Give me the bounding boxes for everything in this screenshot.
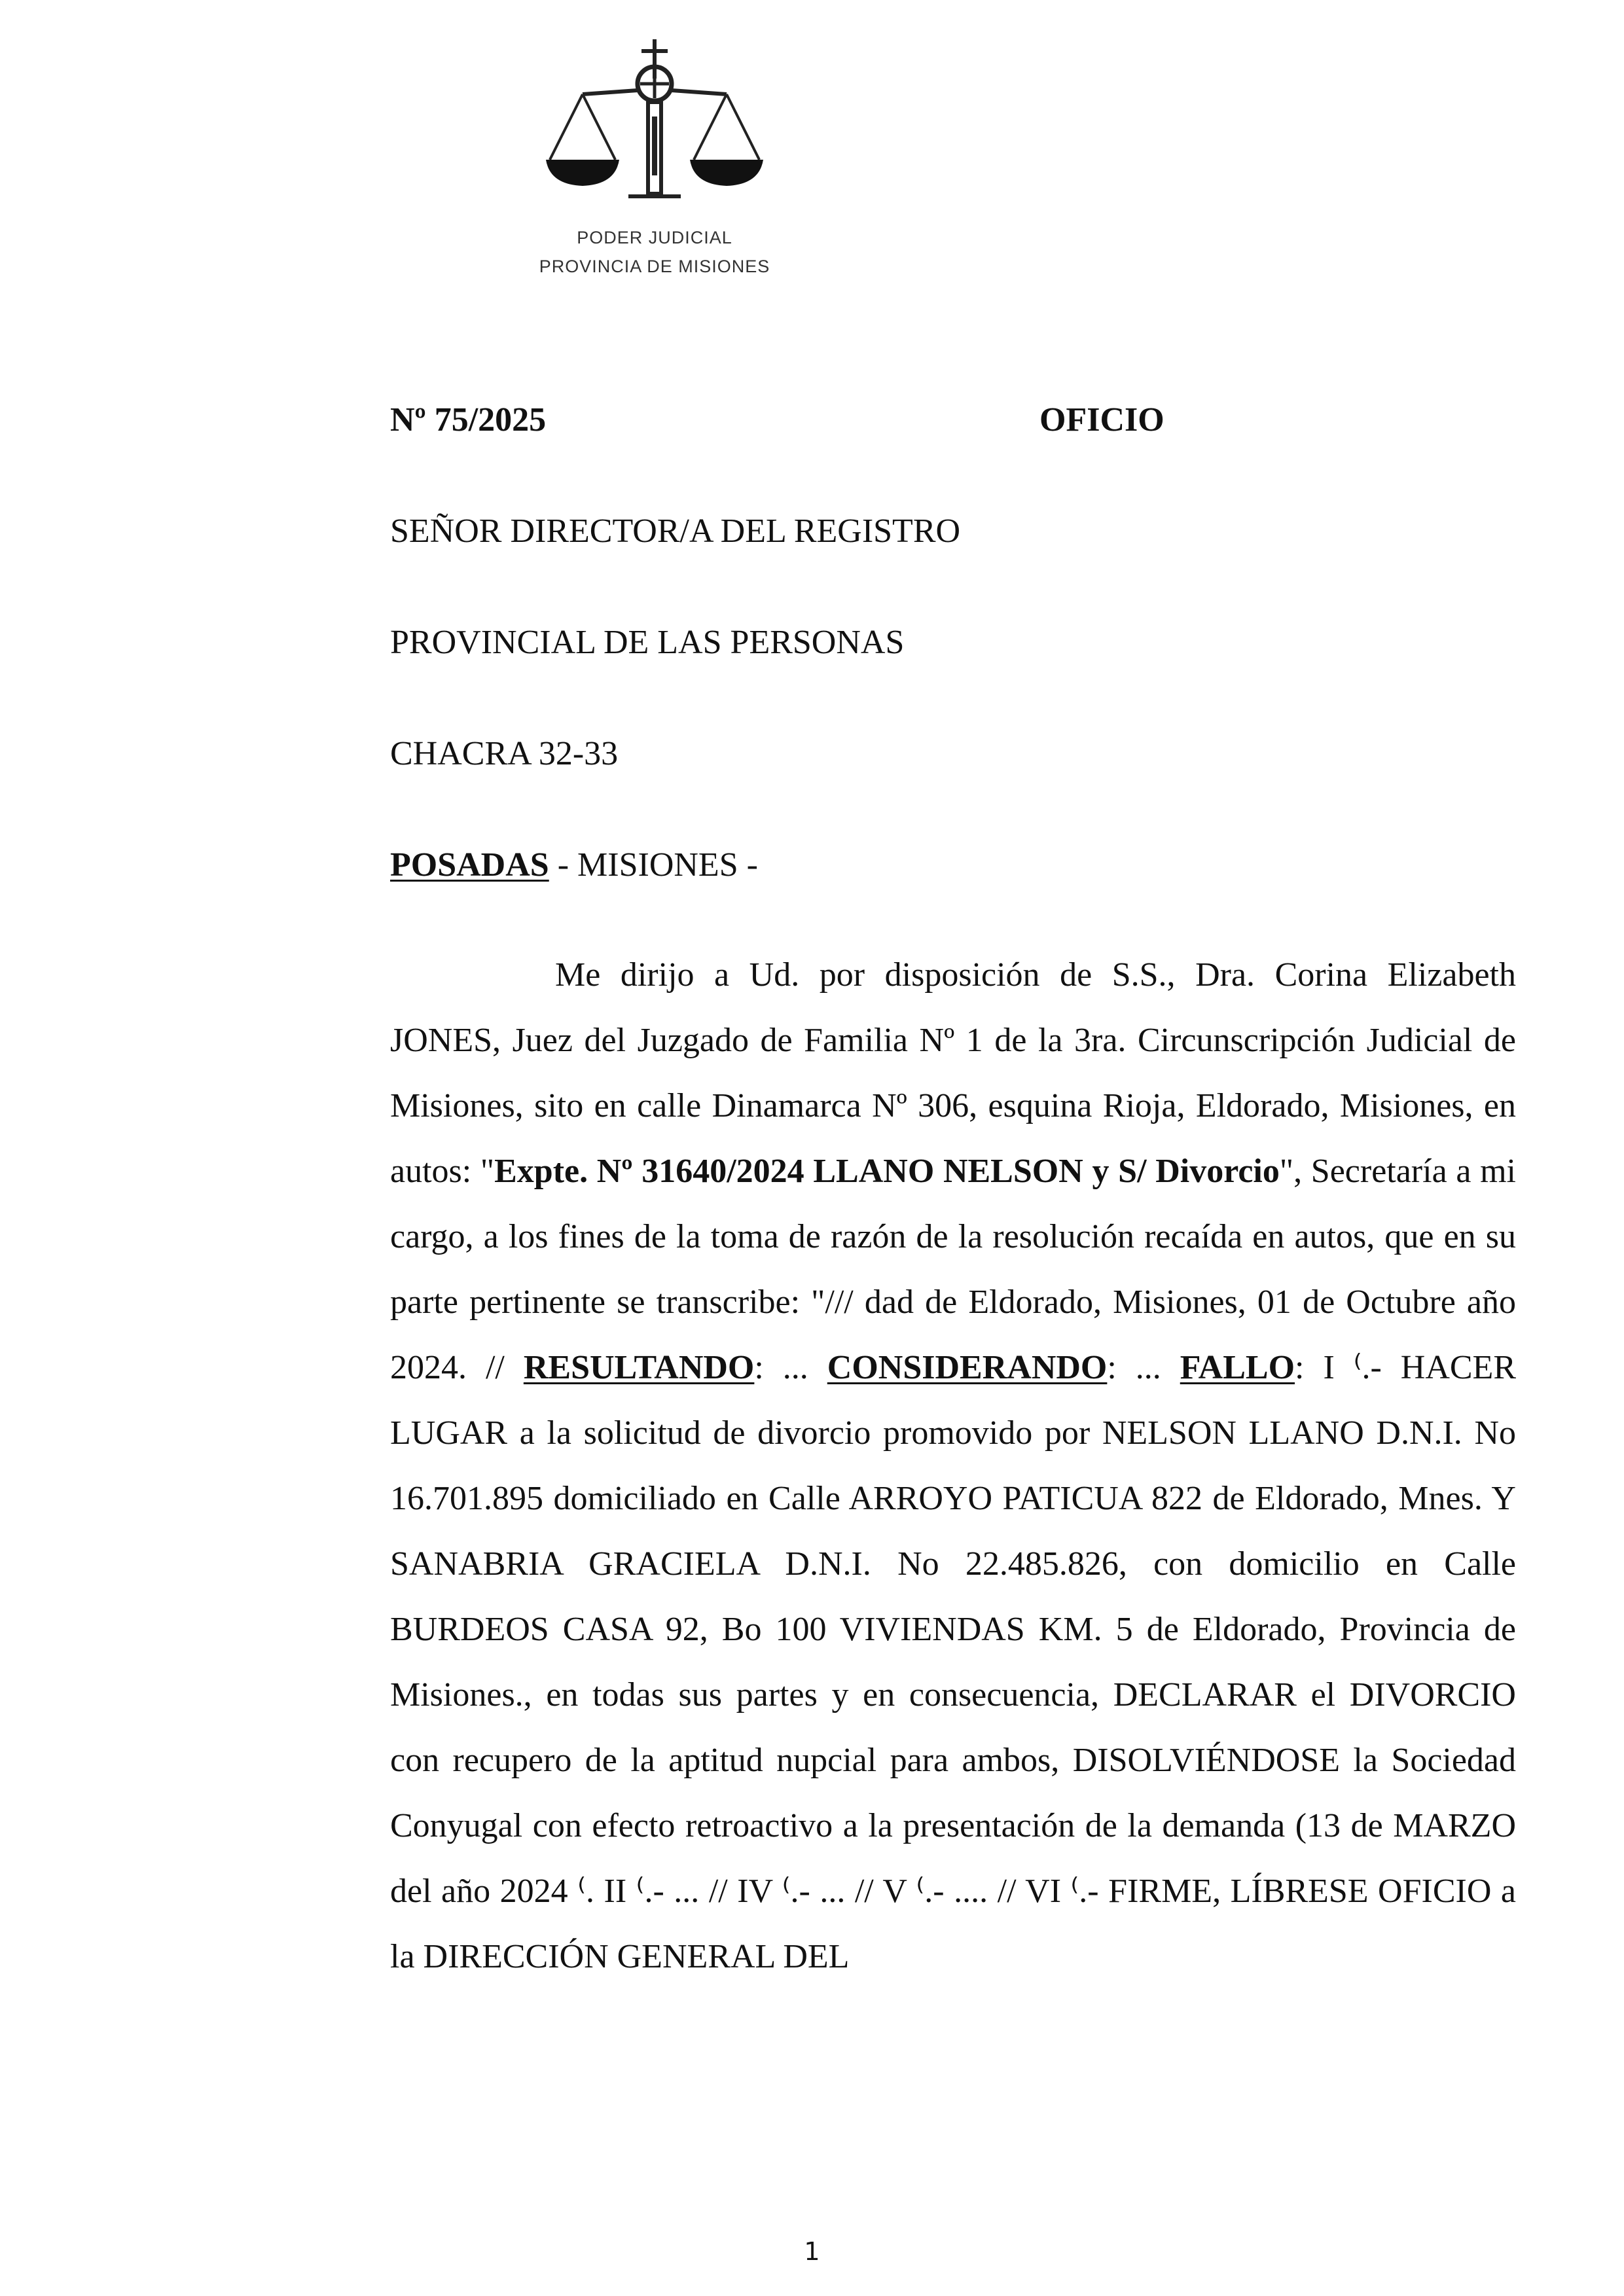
case-reference: Expte. Nº 31640/2024 LLANO NELSON y S/ Divorcio bbox=[494, 1153, 1280, 1190]
emblem-line-1: PODER JUDICIAL bbox=[577, 228, 732, 247]
body-transcription-intro: ", Secretaría a mi cargo, a los fines de la toma de razón de la resolución recaída en autos, que en su parte pertinente se transcribe: "/// dad de Eldorado, Misiones, 01 de Octubre año 2024. // bbox=[390, 1153, 1516, 1386]
document-type: OFICIO bbox=[1039, 401, 1164, 439]
separator-1: : ... bbox=[754, 1349, 827, 1386]
recipient-line-3: CHACRA 32-33 bbox=[390, 735, 619, 772]
recipient-city-line bbox=[390, 846, 758, 884]
page-number: 1 bbox=[804, 2237, 820, 2266]
considerando-heading: CONSIDERANDO bbox=[827, 1349, 1108, 1386]
resultando-heading: RESULTANDO bbox=[523, 1349, 755, 1386]
separator-2: : ... bbox=[1107, 1349, 1180, 1386]
emblem-line-2: PROVINCIA DE MISIONES bbox=[539, 257, 770, 276]
judicial-emblem bbox=[511, 39, 799, 295]
letter-body bbox=[390, 942, 1516, 1990]
recipient-city: POSADAS bbox=[390, 846, 549, 884]
document-number: Nº 75/2025 bbox=[390, 401, 547, 439]
body-intro: Me dirijo a Ud. por disposición de S.S., Dra. Corina Elizabeth JONES, Juez del Juzgado de Familia Nº 1 de la 3ra. Circunscripción Judicial de Misiones, sito en calle Dinamarca Nº 306, esquina Rioja, Eldorado, Misiones, en autos: " bbox=[390, 956, 1516, 1190]
ruling-text: : I ⁽.- HACER LUGAR a la solicitud de divorcio promovido por NELSON LLANO D.N.I. No 16.701.895 domiciliado en Calle ARROYO PATICUA 822 de Eldorado, Mnes. Y SANABRIA GRACIELA D.N.I. No 22.485.826, con domicilio en Calle BURDEOS CASA 92, Bo 100 VIVIENDAS KM. 5 de Eldorado, Provincia de Misiones., en todas sus partes y en consecuencia, DECLARAR el DIVORCIO con recupero de la aptitud nupcial para ambos, DISOLVIÉNDOSE la Sociedad Conyugal con efecto retroactivo a la presentación de la demanda (13 de MARZO del año 2024 ⁽. II ⁽.- ... // IV ⁽.- ... // V ⁽.- .... // VI ⁽.- FIRME, LÍBRESE OFICIO a la DIRECCIÓN GENERAL DEL bbox=[390, 1349, 1516, 1975]
recipient-line-1: SEÑOR DIRECTOR/A DEL REGISTRO bbox=[390, 512, 961, 550]
recipient-region: - MISIONES - bbox=[549, 846, 758, 884]
scales-of-justice-icon bbox=[543, 39, 766, 223]
fallo-heading: FALLO bbox=[1180, 1349, 1295, 1386]
recipient-line-2: PROVINCIAL DE LAS PERSONAS bbox=[390, 624, 905, 661]
